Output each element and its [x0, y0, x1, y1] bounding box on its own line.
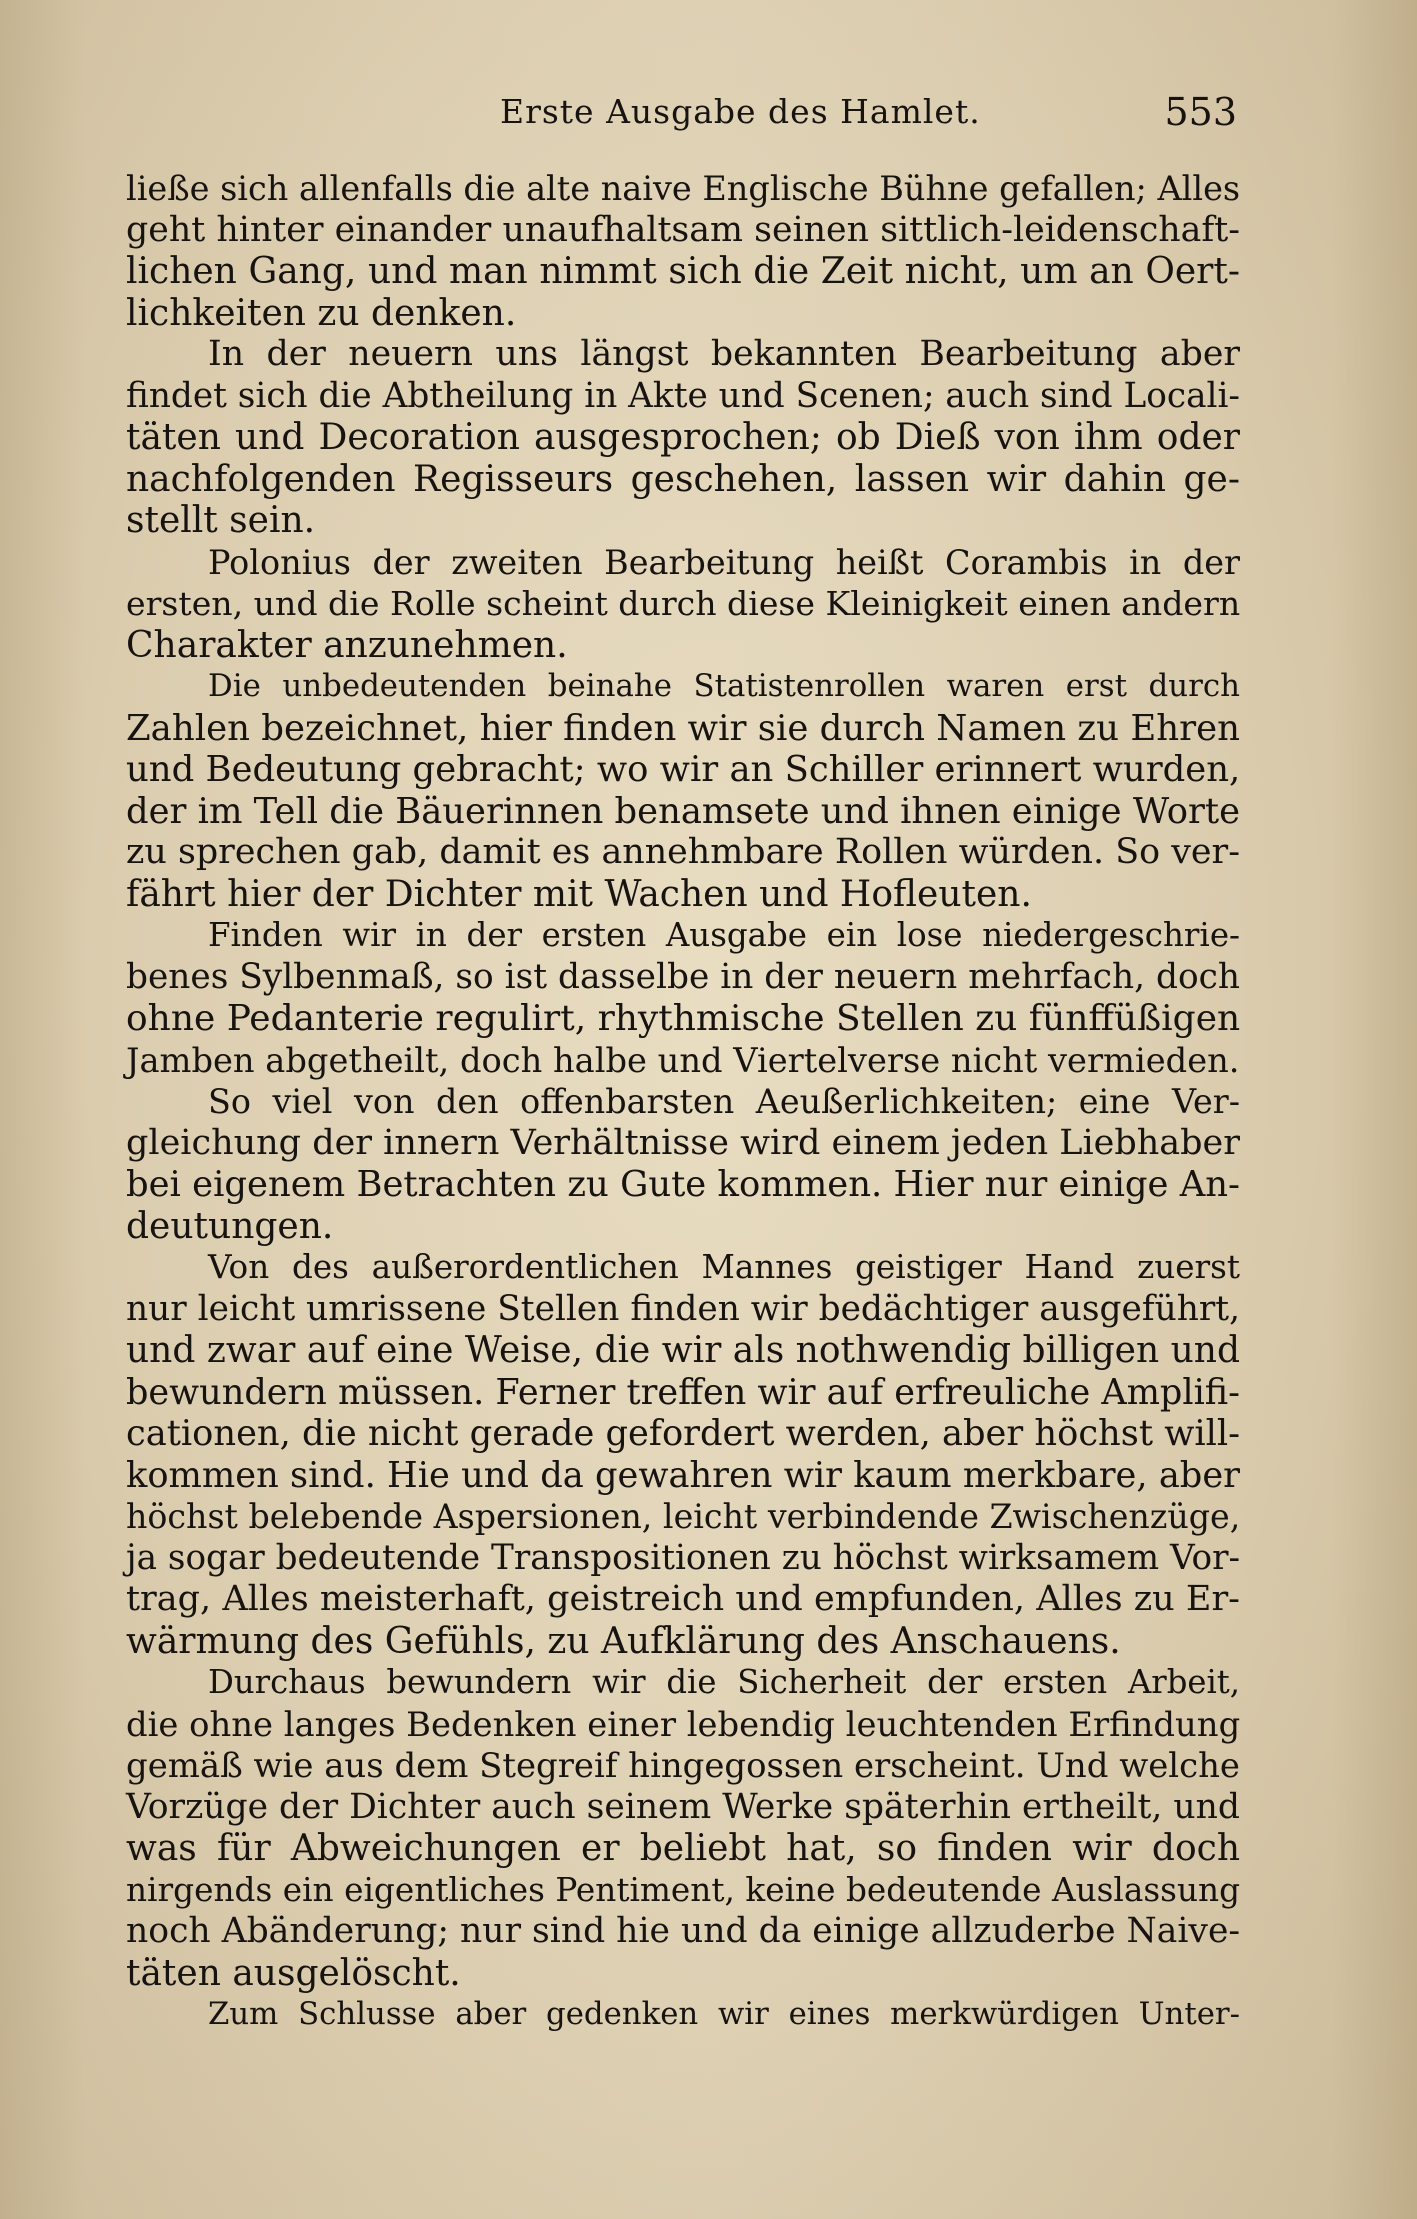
text-line: lichen Gang, und man nimmt sich die Zeit nicht, um an Oert- [126, 251, 1240, 292]
text-line: bei eigenem Betrachten zu Gute kommen. Hier nur einige An- [126, 1164, 1240, 1205]
text-line: nirgends ein eigentliches Pentiment, keine bedeutende Auslassung [126, 1870, 1240, 1909]
body-text [126, 168, 1240, 2068]
text-line: die ohne langes Bedenken einer lebendig leuchtenden Erfindung [126, 1704, 1241, 1744]
page-header [0, 84, 1417, 140]
text-line: fährt hier der Dichter mit Wachen und Hofleuten. [126, 873, 1032, 915]
text-line: Finden wir in der ersten Ausgabe ein lose niedergeschrie- [208, 916, 1240, 954]
text-line: Charakter anzunehmen. [126, 624, 568, 666]
text-line: Vorzüge der Dichter auch seinem Werke späterhin ertheilt, und [126, 1786, 1240, 1827]
text-line: Durchaus bewundern wir die Sicherheit der ersten Arbeit, [208, 1663, 1240, 1701]
text-line: deutungen. [126, 1205, 334, 1247]
text-line: ließe sich allenfalls die alte naive Englische Bühne gefallen; Alles [126, 169, 1241, 208]
text-line: Zahlen bezeichnet, hier finden wir sie durch Namen zu Ehren [126, 707, 1240, 749]
text-line: ohne Pedanterie regulirt, rhythmische Stellen zu fünffüßigen [126, 998, 1241, 1039]
text-line: Polonius der zweiten Bearbeitung heißt Corambis in der [208, 542, 1240, 582]
text-line: täten und Decoration ausgesprochen; ob Dieß von ihm oder [126, 417, 1240, 458]
text-line: benes Sylbenmaß, so ist dasselbe in der neuern mehrfach, doch [126, 956, 1240, 997]
text-line: Von des außerordentlichen Mannes geistiger Hand zuerst [208, 1248, 1240, 1286]
text-line: gemäß wie aus dem Stegreif hingegossen erscheint. Und welche [126, 1746, 1240, 1785]
text-line: findet sich die Abtheilung in Akte und Scenen; auch sind Locali- [126, 375, 1240, 416]
text-line: Zum Schlusse aber gedenken wir eines merkwürdigen Unter- [208, 1996, 1240, 2032]
text-line: was für Abweichungen er beliebt hat, so finden wir doch [126, 1828, 1240, 1869]
text-line: cationen, die nicht gerade gefordert werden, aber höchst will- [126, 1413, 1241, 1454]
text-line: täten ausgelöscht. [126, 1952, 461, 1994]
running-head: Erste Ausgabe des Hamlet. [500, 92, 981, 131]
text-line: höchst belebende Aspersionen, leicht verbindende Zwischenzüge, [126, 1497, 1241, 1536]
text-line: zu sprechen gab, damit es annehmbare Rollen würden. So ver- [126, 832, 1240, 872]
text-line: lichkeiten zu denken. [126, 292, 517, 334]
text-line: trag, Alles meisterhaft, geistreich und empfunden, Alles zu Er- [126, 1579, 1240, 1619]
text-line: Jamben abgetheilt, doch halbe und Viertelverse nicht vermieden. [126, 1040, 1240, 1080]
text-line: wärmung des Gefühls, zu Aufklärung des Anschauens. [126, 1620, 1121, 1662]
text-line: ersten, und die Rolle scheint durch diese Kleinigkeit einen andern [126, 584, 1241, 623]
text-line: So viel von den offenbarsten Aeußerlichkeiten; eine Ver- [208, 1082, 1240, 1121]
text-line: der im Tell die Bäuerinnen benamsete und ihnen einige Worte [126, 790, 1240, 832]
text-line: nur leicht umrissene Stellen finden wir bedächtiger ausgeführt, [126, 1288, 1240, 1329]
text-line: und Bedeutung gebracht; wo wir an Schiller erinnert wurden, [126, 749, 1241, 790]
page-number: 553 [1164, 90, 1237, 134]
text-line: und zwar auf eine Weise, die wir als nothwendig billigen und [126, 1330, 1241, 1371]
text-line: gleichung der innern Verhältnisse wird einem jeden Liebhaber [126, 1122, 1240, 1163]
text-line: geht hinter einander unaufhaltsam seinen sittlich-leidenschaft- [126, 209, 1240, 250]
text-line: kommen sind. Hie und da gewahren wir kaum merkbare, aber [126, 1454, 1240, 1496]
text-line: In der neuern uns längst bekannten Bearbeitung aber [208, 334, 1240, 374]
text-line: ja sogar bedeutende Transpositionen zu höchst wirksamem Vor- [126, 1537, 1241, 1578]
text-line: bewundern müssen. Ferner treffen wir auf erfreuliche Amplifi- [126, 1371, 1240, 1413]
text-line: nachfolgenden Regisseurs geschehen, lassen wir dahin ge- [126, 458, 1240, 500]
text-line: Die unbedeutenden beinahe Statistenrollen waren erst durch [208, 668, 1240, 704]
text-line: stellt sein. [126, 500, 316, 541]
text-line: noch Abänderung; nur sind hie und da einige allzuderbe Naive- [126, 1911, 1241, 1951]
